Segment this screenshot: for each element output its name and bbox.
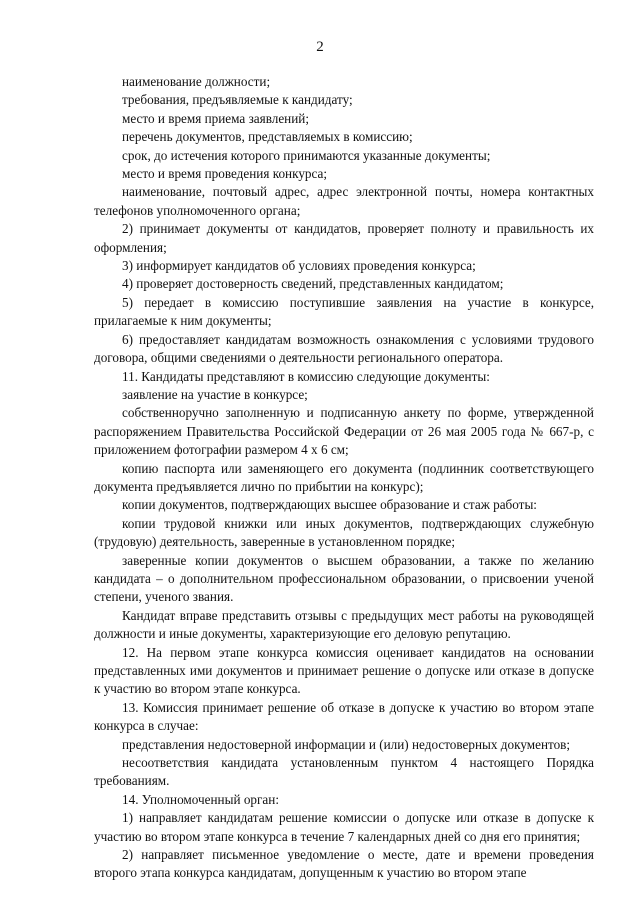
paragraph: 12. На первом этапе конкурса комиссия оценивает кандидатов на основании представленных ими документов и принимает решение о допуске или отказе в допуске к участию во втором этапе конкурса. — [94, 644, 594, 697]
paragraph: заверенные копии документов о высшем образовании, а также по желанию кандидата – о дополнительном профессиональном образовании, о присвоении ученой степени, ученого звания. — [94, 552, 594, 605]
paragraph: собственноручно заполненную и подписанную анкету по форме, утвержденной распоряжением Правительства Российской Федерации от 26 мая 2005 года № 667-р, с приложением фотографии размером 4 х 6 см; — [94, 405, 594, 458]
paragraph: 4) проверяет достоверность сведений, представленных кандидатом; — [122, 276, 504, 292]
paragraph: 1) направляет кандидатам решение комиссии о допуске или отказе в допуске к участию во втором этапе конкурса в течение 7 календарных дней со дня его принятия; — [94, 810, 594, 844]
paragraph: Кандидат вправе представить отзывы с предыдущих мест работы на руководящей должности и иные документы, характеризующие его деловую репутацию. — [94, 607, 594, 642]
paragraph: наименование должности; — [122, 74, 271, 89]
paragraph: несоответствия кандидата установленным пунктом 4 настоящего Порядка требованиям. — [94, 755, 594, 789]
paragraph: перечень документов, представляемых в комиссию; — [122, 129, 413, 145]
paragraph: место и время приема заявлений; — [122, 110, 310, 126]
paragraph: 3) информирует кандидатов об условиях проведения конкурса; — [122, 258, 476, 274]
paragraph: наименование, почтовый адрес, адрес электронной почты, номера контактных телефонов уполномоченного органа; — [94, 184, 594, 218]
paragraph: заявление на участие в конкурсе; — [122, 386, 308, 402]
page-number: 2 — [316, 39, 324, 55]
paragraph: представления недостоверной информации и (или) недостоверных документов; — [122, 736, 571, 752]
paragraph: копии трудовой книжки или иных документов, подтверждающих служебную (трудовую) деятельность, заверенные в установленном порядке; — [94, 515, 594, 550]
paragraph: требования, предъявляемые к кандидату; — [122, 92, 353, 108]
paragraph: копии документов, подтверждающих высшее образование и стаж работы: — [122, 497, 537, 513]
paragraph: 5) передает в комиссию поступившие заявления на участие в конкурсе, прилагаемые к ним документы; — [94, 294, 594, 329]
document-body — [94, 73, 594, 883]
paragraph: 2) принимает документы от кандидатов, проверяет полноту и правильность их оформления; — [94, 221, 594, 255]
paragraph: 14. Уполномоченный орган: — [122, 791, 279, 807]
paragraph: 11. Кандидаты представляют в комиссию следующие документы: — [122, 368, 490, 384]
paragraph: 2) направляет письменное уведомление о месте, дате и времени проведения второго этапа конкурса кандидатам, допущенным к участию во втором этапе — [94, 847, 594, 881]
paragraph: место и время проведения конкурса; — [122, 166, 328, 182]
paragraph: 13. Комиссия принимает решение об отказе в допуске к участию во втором этапе конкурса в случае: — [94, 699, 594, 734]
paragraph: 6) предоставляет кандидатам возможность ознакомления с условиями трудового договора, общими сведениями о деятельности регионального оператора. — [94, 331, 594, 366]
paragraph: копию паспорта или заменяющего его документа (подлинник соответствующего документа предъявляется лично по прибытии на конкурс); — [94, 460, 594, 494]
paragraph: срок, до истечения которого принимаются указанные документы; — [122, 147, 491, 163]
